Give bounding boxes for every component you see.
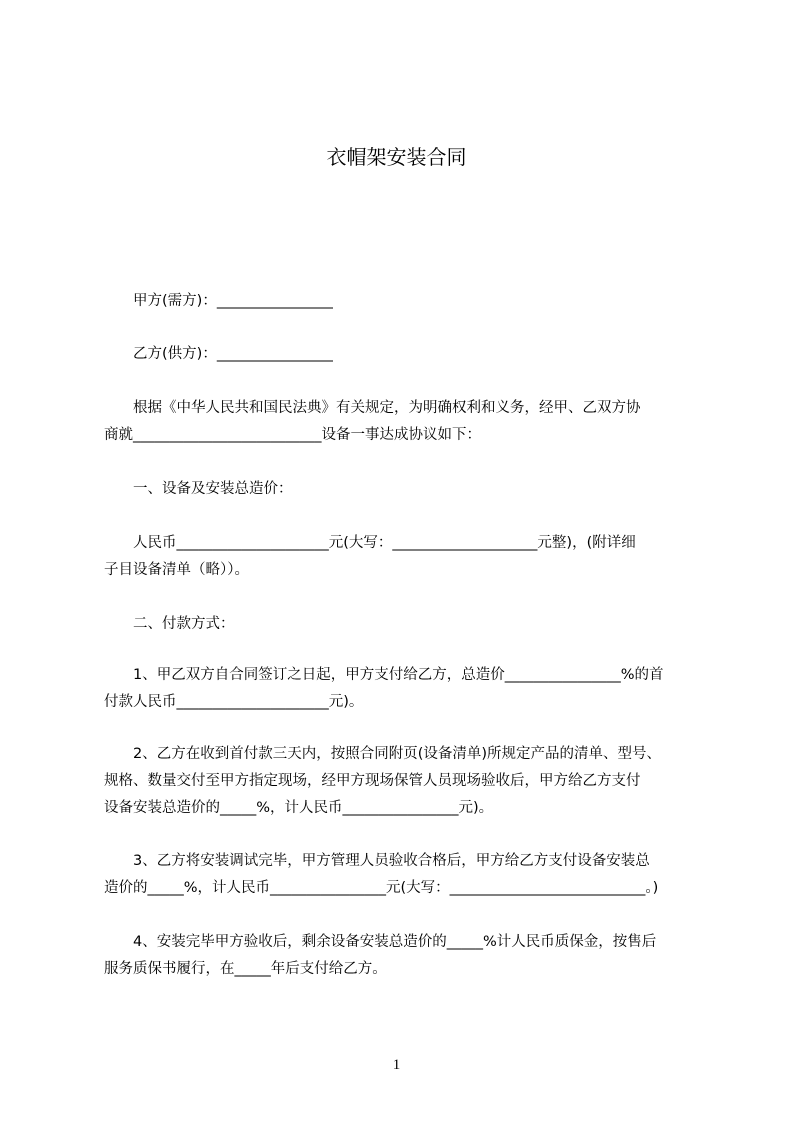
payment-clause-1-line-2: 付款人民币_____________________元)。 bbox=[104, 694, 364, 710]
section-2-heading: 二、付款方式： bbox=[104, 616, 235, 632]
payment-clause-1-line-1: 1、甲乙双方自合同签订之日起，甲方支付给乙方，总造价________________%的首 bbox=[104, 667, 664, 683]
preamble-line-1: 根据《中华人民共和国民法典》有关规定，为明确权利和义务，经甲、乙双方协 bbox=[104, 400, 641, 416]
total-price-line-2: 子目设备清单（略））。 bbox=[104, 562, 249, 578]
payment-clause-2-line-1: 2、乙方在收到首付款三天内，按照合同附页(设备清单)所规定产品的清单、型号、 bbox=[104, 746, 662, 762]
document-title: 衣帽架安装合同 bbox=[326, 145, 467, 169]
payment-clause-4-line-1: 4、安装完毕甲方验收后，剩余设备安装总造价的_____%计人民币质保金，按售后 bbox=[104, 934, 657, 950]
payment-clause-3-line-2: 造价的_____%，计人民币________________元(大写：___________________________。) bbox=[104, 880, 659, 896]
preamble-line-2: 商就__________________________设备一事达成协议如下： bbox=[104, 427, 481, 443]
payment-clause-4-line-2: 服务质保书履行，在_____年后支付给乙方。 bbox=[104, 961, 387, 977]
payment-clause-2-line-2: 规格、数量交付至甲方指定现场，经甲方现场保管人员现场验收后，甲方给乙方支付 bbox=[104, 773, 641, 789]
payment-clause-3-line-1: 3、乙方将安装调试完毕，甲方管理人员验收合格后，甲方给乙方支付设备安装总 bbox=[104, 853, 650, 869]
page-number: 1 bbox=[392, 1057, 401, 1073]
payment-clause-2-line-3: 设备安装总造价的_____%，计人民币________________元)。 bbox=[104, 800, 494, 816]
section-1-heading: 一、设备及安装总造价： bbox=[104, 481, 293, 497]
party-b-line: 乙方(供方)：________________ bbox=[104, 346, 333, 362]
party-a-line: 甲方(需方)：________________ bbox=[104, 293, 333, 309]
total-price-line-1: 人民币_____________________元(大写：____________________元整)，(附详细 bbox=[104, 535, 636, 551]
